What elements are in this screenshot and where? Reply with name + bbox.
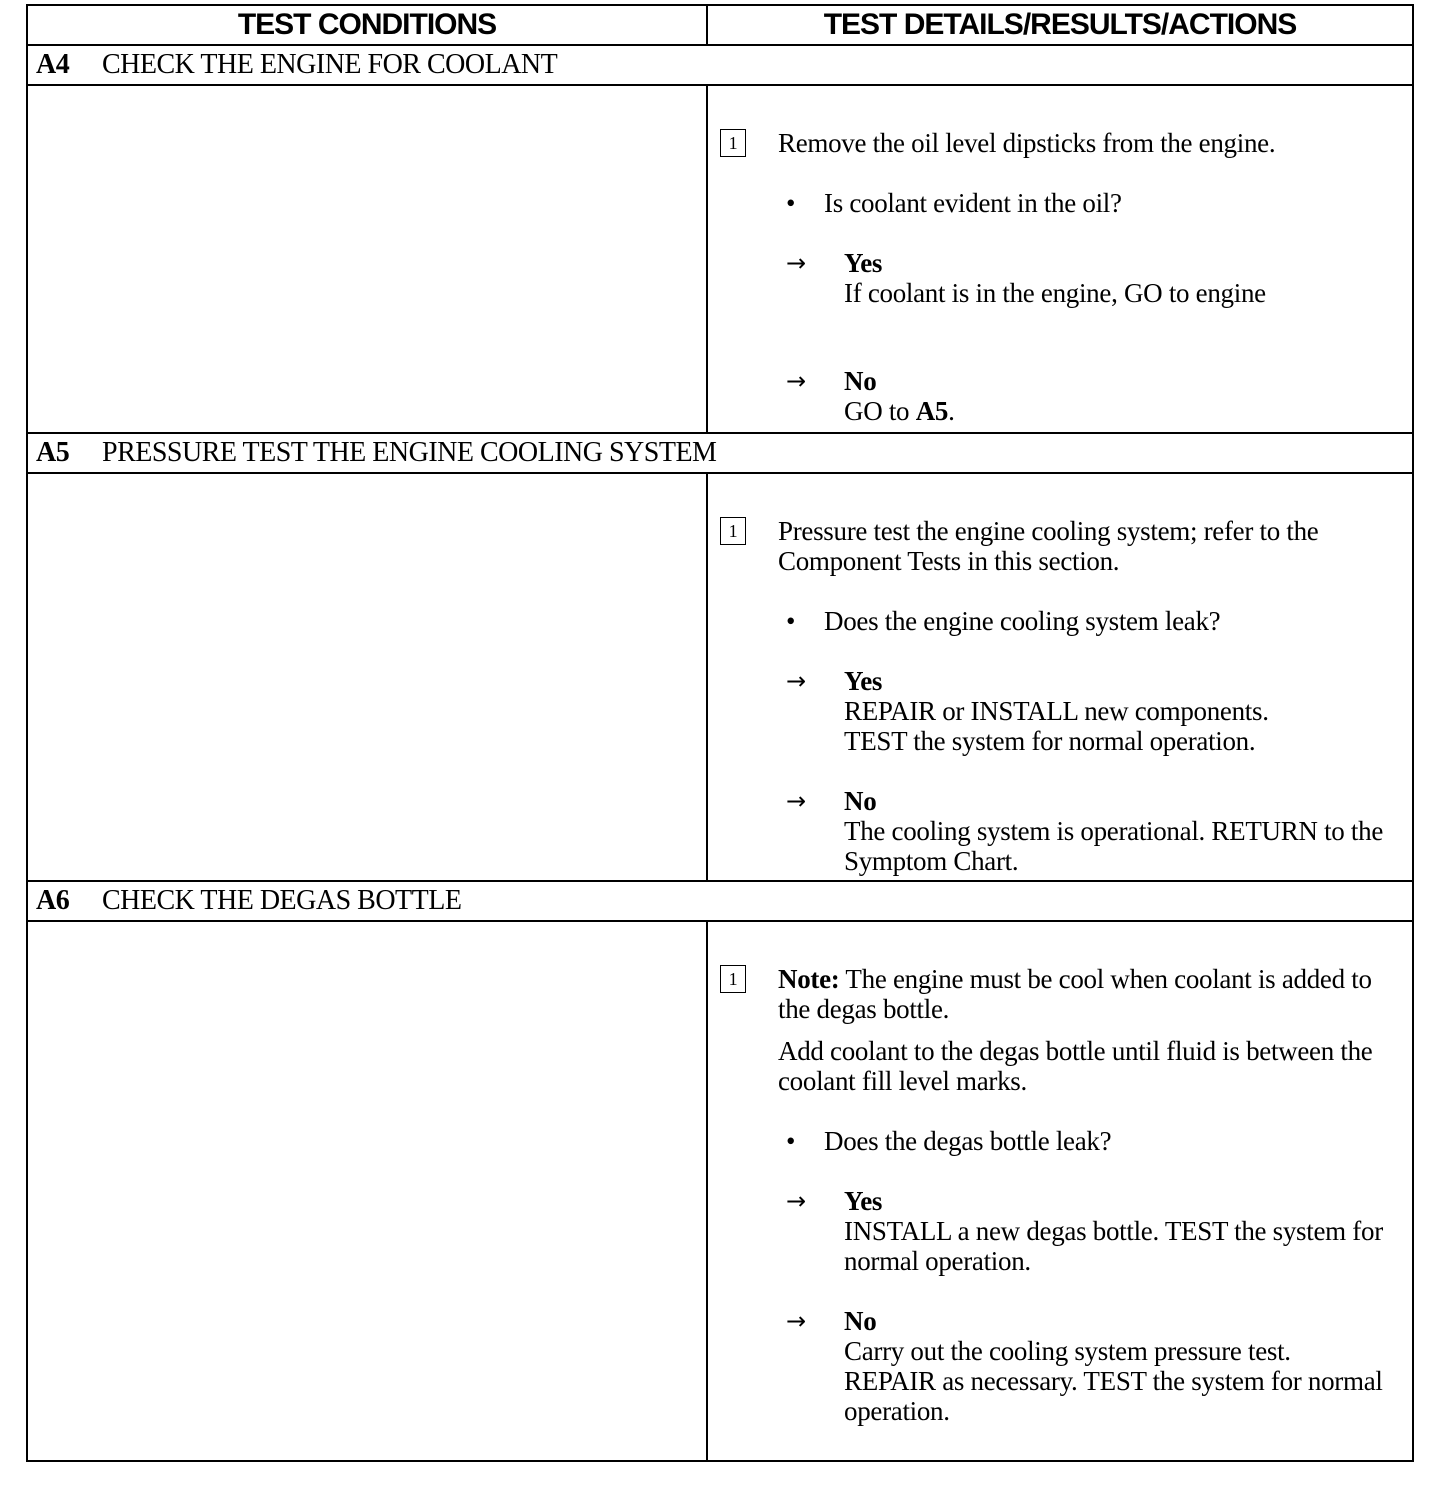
yes-text-line: REPAIR or INSTALL new components.: [844, 696, 1269, 726]
no-text-prefix: GO to: [844, 396, 916, 426]
step-a6-title-row: [26, 882, 1414, 922]
step-title: CHECK THE ENGINE FOR COOLANT: [102, 49, 558, 80]
no-branch: [786, 366, 1400, 426]
question-text: Does the degas bottle leak?: [824, 1126, 1112, 1156]
bullet-icon: •: [786, 188, 796, 218]
no-text-suffix: .: [948, 396, 955, 426]
no-branch: [786, 1306, 1400, 1426]
step-a5-title-row: [26, 434, 1414, 474]
step-a4-title-row: [26, 46, 1414, 86]
no-label: No: [844, 366, 877, 396]
action-step: [720, 516, 1400, 588]
step-title: CHECK THE DEGAS BOTTLE: [102, 885, 462, 916]
no-text: [844, 396, 955, 426]
yes-label: Yes: [844, 248, 883, 278]
test-conditions-cell: [28, 922, 708, 1460]
test-details-cell: [708, 922, 1412, 1460]
test-details-cell: [708, 86, 1412, 432]
question-text: Is coolant evident in the oil?: [824, 188, 1122, 218]
yes-branch: [786, 248, 1400, 308]
diagnostic-table: [26, 4, 1414, 1462]
table-header: [26, 4, 1414, 46]
test-details-cell: [708, 474, 1412, 880]
no-label: No: [844, 786, 877, 816]
arrow-right-icon: →: [786, 367, 806, 395]
header-test-conditions: TEST CONDITIONS: [28, 6, 708, 44]
yes-branch: [786, 666, 1400, 756]
action-text: Pressure test the engine cooling system; refer to the Component Tests in this section.: [778, 516, 1319, 576]
no-text: The cooling system is operational. RETURN to the Symptom Chart.: [844, 816, 1384, 876]
step-id: A5: [36, 437, 70, 468]
action-step: [720, 128, 1400, 170]
test-conditions-cell: [28, 86, 708, 432]
yes-branch: [786, 1186, 1400, 1276]
question: [786, 606, 1400, 636]
step-a5-body: [26, 474, 1414, 882]
step-number-box: 1: [720, 129, 746, 157]
bullet-icon: •: [786, 1126, 796, 1156]
action-step: [720, 964, 1400, 1108]
note-body: The engine must be cool when coolant is added to the degas bottle.: [778, 964, 1372, 1024]
yes-label: Yes: [844, 666, 883, 696]
arrow-right-icon: →: [786, 667, 806, 695]
arrow-right-icon: →: [786, 249, 806, 277]
step-title: PRESSURE TEST THE ENGINE COOLING SYSTEM: [102, 437, 717, 468]
step-number-box: 1: [720, 965, 746, 993]
step-reference: A5: [915, 396, 949, 426]
yes-label: Yes: [844, 1186, 883, 1216]
header-test-details: TEST DETAILS/RESULTS/ACTIONS: [823, 8, 1297, 41]
yes-text-line: TEST the system for normal operation.: [844, 726, 1256, 756]
step-id: A4: [36, 49, 70, 80]
no-text-line: REPAIR as necessary. TEST the system for normal operation.: [844, 1366, 1383, 1426]
arrow-right-icon: →: [786, 1307, 806, 1335]
no-text-line: Carry out the cooling system pressure test.: [844, 1336, 1291, 1366]
question: [786, 188, 1400, 218]
bullet-icon: •: [786, 606, 796, 636]
arrow-right-icon: →: [786, 787, 806, 815]
question: [786, 1126, 1400, 1156]
question-text: Does the engine cooling system leak?: [824, 606, 1221, 636]
yes-text: INSTALL a new degas bottle. TEST the system for normal operation.: [844, 1216, 1383, 1276]
step-a6-body: [26, 922, 1414, 1462]
action-text: Add coolant to the degas bottle until fluid is between the coolant fill level marks.: [778, 1036, 1373, 1096]
note-label: Note:: [778, 964, 840, 994]
step-id: A6: [36, 885, 70, 916]
test-conditions-cell: [28, 474, 708, 880]
no-branch: [786, 786, 1400, 876]
step-a4-body: [26, 86, 1414, 434]
step-number-box: 1: [720, 517, 746, 545]
arrow-right-icon: →: [786, 1187, 806, 1215]
action-text: Remove the oil level dipsticks from the engine.: [778, 128, 1276, 158]
note-text: [778, 964, 1400, 1024]
yes-text: If coolant is in the engine, GO to engine: [844, 278, 1266, 308]
no-label: No: [844, 1306, 877, 1336]
